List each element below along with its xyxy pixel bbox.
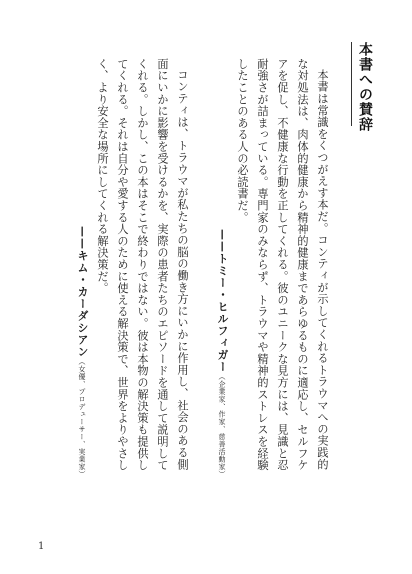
heading-rule — [351, 42, 352, 126]
page-number: 1 — [38, 541, 45, 552]
endorsement-text-1: 本書は常識をくつがえす本だ。コンティが示してくれるトラウマへの実践的な対処法は、肉体的健康から精神的健康まであらゆるものに適応し、セルフケアを促し、不健康な行動を正してくれる。彼のユニークな見方には、見識と忍耐強さが詰まっている。専門家のみならず、トラウマや精神的ストレスを経験したことのある人の必読書だ。 — [236, 58, 329, 471]
paragraph-spacer — [192, 58, 212, 478]
endorsement-attribution-2 — [72, 58, 92, 478]
endorser-role-2: （女優、プロデューサー、実業家） — [78, 358, 86, 478]
endorsement-text-2: コンティは、トラウマが私たちの脳の働き方にいかに作用し、社会のある側面にいかに影響を受けるかを、実際の患者たちのエピソードを通して説明してくれる。しかし、この本はそこで終わりではない。彼は本物の解決策も提供してくれる。それは自分や愛する人のために使える解決策で、世界をよりやさしく、より安全な場所にしてくれる解決策だ。 — [96, 58, 189, 471]
endorser-name-1: ——トミー・ヒルフィガー — [216, 229, 229, 373]
endorsement-attribution-1 — [212, 58, 232, 478]
page-heading: 本書への賛辞 — [357, 42, 373, 132]
endorsements-block — [72, 58, 332, 478]
endorser-role-1: （企業家、作家、慈善活動家） — [218, 373, 226, 478]
endorser-name-2: ——キム・カーダシアン — [76, 226, 89, 358]
